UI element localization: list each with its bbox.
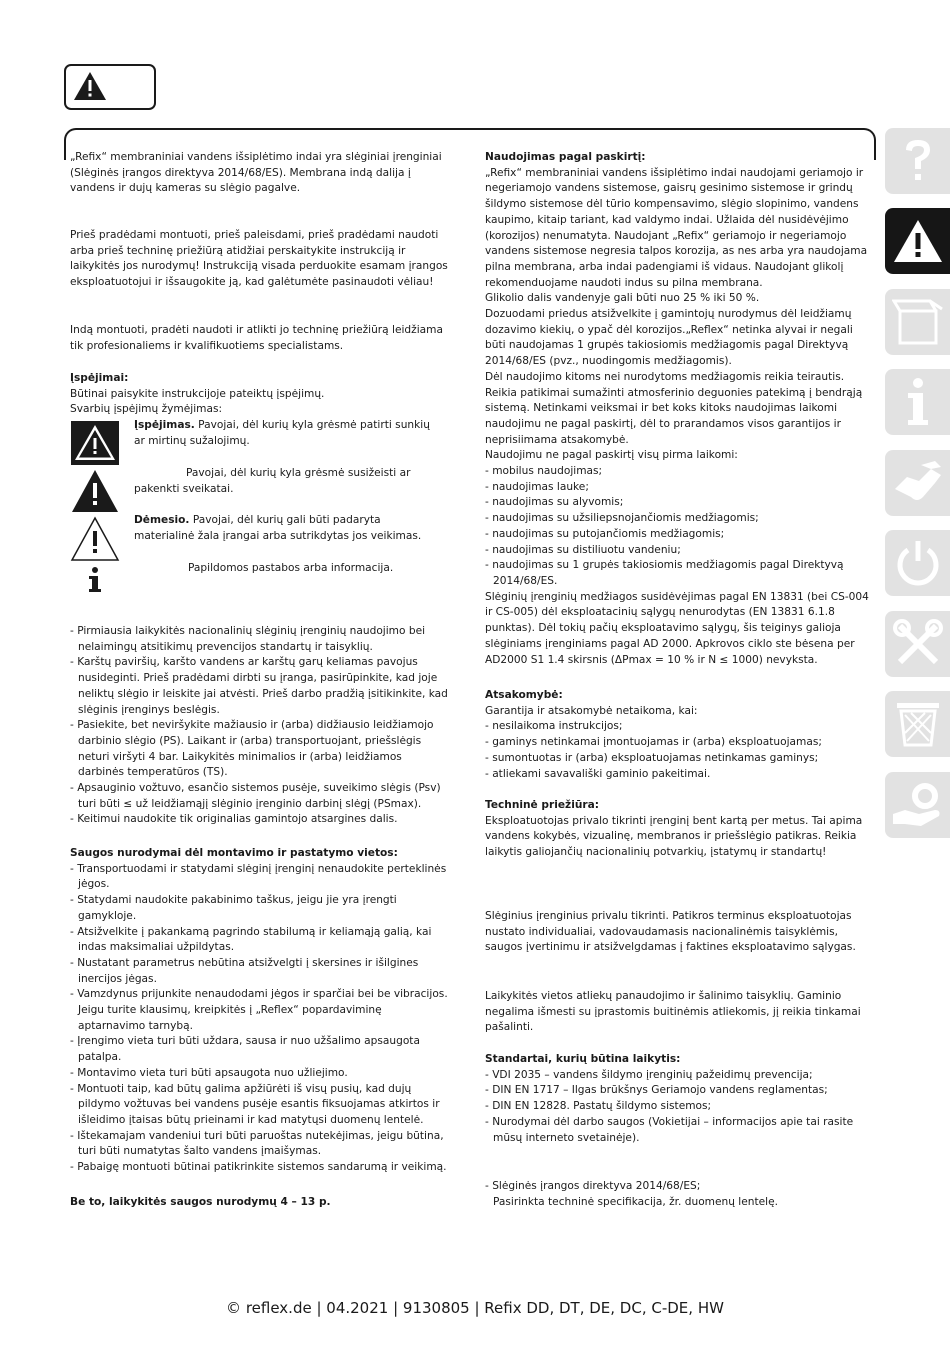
list-item: - Pirmiausia laikykitės nacionalinių slėginių įrenginių naudojimo bei nelaimingų atsitikimų prevencijos standartų ir taisyklių. [70, 625, 426, 653]
warning-icon [68, 66, 112, 108]
tools-icon [892, 618, 944, 670]
safety-heading: Saugos nurodymai dėl montavimo ir pastatymo vietos: [70, 847, 398, 859]
list-item: - Vamzdynus prijunkite nenaudodami jėgos ir sparčiai bei be vibracijos. Jeigu turite klausimų, kreipkitės į „Reflex“ popardaviminę aptarnavimo tarnybą. [70, 988, 448, 1032]
standards-section [485, 1052, 870, 1146]
tab-tools[interactable] [885, 611, 950, 677]
list-item: Pasirinkta techninė specifikacija, žr. duomenų lentelę. [493, 1195, 778, 1208]
liability-heading: Atsakomybė: [485, 689, 563, 701]
tab-handshake[interactable] [885, 450, 950, 516]
list-item: - Įrengimo vieta turi būti uždara, sausa ir nuo užšalimo apsaugota patalpa. [70, 1035, 420, 1064]
danger-warning-icon [70, 420, 120, 466]
caution-description: Dėmesio. Pavojai, dėl kurių gali būti padaryta materialinė žala įrangai arba sutrikdytas jos veikimas. [134, 514, 422, 542]
tab-box[interactable] [885, 289, 950, 355]
list-item: - Nurodymai dėl darbo saugos (Vokietijai – informacijos apie tai rasite mūsų interneto svetainėje). [485, 1115, 854, 1144]
list-item: - naudojimas su 1 grupės takiosiomis medžiagomis pagal Direktyvą 2014/68/ES. [485, 559, 844, 587]
tab-question[interactable] [885, 128, 950, 194]
list-item: - sumontuotas ir (arba) eksploatuojamas netinkamas gaminys; [485, 751, 819, 764]
warnings-section [70, 371, 448, 418]
list-item: - atliekami savavališki gaminio pakeitimai. [485, 767, 711, 780]
list-item: - DIN EN 1717 – Ilgas brūkšnys Geriamojo vandens reglamentas; [485, 1084, 828, 1097]
list-item: - Statydami naudokite pakabinimo taškus, jeigu jie yra įrengti gamykloje. [70, 894, 397, 922]
question-icon [898, 136, 938, 186]
list-item: - naudojimas su putojančiomis medžiagomis; [485, 527, 725, 540]
service-icon [891, 780, 945, 830]
list-item: - Slėginės įrangos direktyva 2014/68/ES; [485, 1180, 701, 1192]
list-item: - Ištekamajam vandeniui turi būti paruoštas nutekėjimas, jeigu būtina, turi būti numatytas šalto vandens įmaišymas. [70, 1129, 444, 1158]
tab-bin[interactable] [885, 691, 950, 757]
usage-dosing: Dozuodami priedus atsižvelkite į gamintojų nurodymus dėl leidžiamų dozavimo kiekių, o ypač dėl korozijos.„Reflex“ netinka alyvai ir negali būti naudojamas 1 grupės takiosiomis medžiagomis pagal Direktyvą 2014/68/ES (pvz., nuodingomis medžiagomis). [485, 308, 853, 368]
tab-info[interactable] [885, 369, 950, 435]
usage-wear: Slėginių įrenginių medžiagos susidėvėjimas pagal EN 13831 (bei CS-004 ir CS-005) dėl eksploatacinių sąlygų nenurodytas (EN 13831 6.1.8 punktas). Dėl tokių pačių eksploatavimo sąlygų, šis teiginys galioja slėginiams įrenginiams pagal AD 2000. Apkrovos ciklo ste bėsena per AD2000 S1 1.4 skirsnis (ΔPmax = 10 % ir N ≤ 1000) nevyksta. [485, 590, 869, 666]
list-item: - Montavimo vieta turi būti apsaugota nuo užliejimo. [70, 1066, 348, 1079]
usage-text: „Refix“ membraniniai vandens išsiplėtimo indai naudojami geriamojo ir negeriamojo vandens sistemose, gaisrų gesinimo sistemose ir grindų šildymo sistemose dėl tūrio kompensavimo, slėgio slopinimo, vandens kaupimo, kitaip tariant, kad valdymo indai. Užlaida dėl nusidėvėjimo (korozijos) nenumatyta. Naudojant „Refix“ geriamojo ir negeriamojo vandens sistemose negresia talpos korozija, as nes arba yra naudojama pilna membrana, arba indai padengiami iš vidaus. Naudojant glikolį rekomenduojame naudoti indus su pilna membrana. [485, 166, 868, 289]
usage-improper-heading: Naudojimu ne pagal paskirtį visų pirma laikomi: [485, 449, 738, 462]
intro-paragraph-2: Prieš pradėdami montuoti, prieš paleisdami, prieš pradėdami naudoti arba prieš techninę priežiūrą atidžiai perskaitykite instrukciją ir laikykitės jos nurodymų! Instrukciją visada perduokite esamam įrangos eksploatuotojui ir išsaugokite ją, kad galėtumėte pasinaudoti vėliau! [70, 229, 448, 289]
list-item: - Transportuodami ir statydami slėginį įrenginį nenaudokite perteklinės jėgos. [70, 862, 447, 891]
general-rules [70, 624, 448, 828]
maintenance-heading: Techninė priežiūra: [485, 799, 599, 811]
power-icon [893, 538, 943, 588]
safety-section [70, 846, 448, 1176]
list-item: - Apsauginio vožtuvo, esančio sistemos pusėje, suveikimo slėgis (Psv) turi būti ≤ už leidžiamąjį slėginio įrenginio darbinį slėgį (PSmax). [70, 782, 441, 810]
caution-warning-icon [70, 516, 120, 562]
list-item: - Atsižvelkite į pakankamą pagrindo stabilumą ir keliamąją galią, kai indas maksimaliai užpildytas. [70, 925, 432, 954]
info-icon [903, 376, 933, 428]
health-warning-icon [70, 468, 120, 514]
liability-intro: Garantija ir atsakomybė netaikoma, kai: [485, 704, 698, 717]
disposal-paragraph: Laikykitės vietos atliekų panaudojimo ir šalinimo taisyklių. Gaminio negalima išmesti su įprastomis buitinėmis atliekomis, jį reikia tinkamai pašalinti. [485, 990, 861, 1034]
list-item: - naudojimas su distiliuotu vandeniu; [485, 543, 681, 556]
intro-paragraph-3: Indą montuoti, pradėti naudoti ir atlikti jo techninę priežiūrą leidžiama tik profesionaliems ir kvalifikuotiems specialistams. [70, 324, 443, 352]
warnings-line-2: Svarbių įspėjimų žymėjimas: [70, 403, 223, 416]
header-warning-box [64, 64, 156, 110]
list-item: - Pasiekite, bet neviršykite mažiausio ir (arba) didžiausio leidžiamojo darbinio slėgio (PS). Laikant ir (arba) transportuojant, priešslėgis neturi viršyti 4 bar. Laikykitės minimalios ir (arba) leidžiamos darbinės temperatūros (TS). [70, 719, 434, 779]
intro-paragraph-1: „Refix“ membraniniai vandens išsiplėtimo indai yra slėginiai įrenginiai (Slėginės įrangos direktyva 2014/68/ES). Membrana indą dalija į vandens ir dujų kameras su slėgio pagalve. [70, 151, 442, 195]
list-item: - mobilus naudojimas; [485, 465, 603, 478]
list-item: - Nustatant parametrus nebūtina atsižvelgti į skersines ir išilgines inercijos jėgas. [70, 956, 419, 985]
liability-section [485, 688, 870, 782]
usage-glycol: Glikolio dalis vandenyje gali būti nuo 25 % iki 50 %. [485, 292, 760, 305]
maintenance-text: Eksploatuotojas privalo tikrinti įrenginį bent kartą per metus. Tai apima vandens kokybės, vizualinę, membranos ir priešslėgio patikras. Reikia laikytis galiojančių nacionalinių potvarkių, įstatymų ir standartų! [485, 814, 863, 859]
warnings-heading: Įspėjimai: [70, 372, 129, 384]
inspection-paragraph: Slėginius įrenginius privalu tikrinti. Patikros terminus eksploatuotojas nustato individualiai, vadovaudamasis nacionalinėmis taisyklėmis, saugos įvertinimu ir atsižvelgdamas į faktines eksploatavimo sąlygas. [485, 910, 856, 954]
list-item: - Pabaigę montuoti būtinai patikrinkite sistemos sandarumą ir veikimą. [70, 1161, 447, 1174]
list-item: - nesilaikoma instrukcijos; [485, 720, 623, 733]
usage-other: Dėl naudojimo kitoms nei nurodytoms medžiagomis reikia teirautis. Reikia patikimai sumažinti atmosferinio deguonies patekimą į bendrąją sistemą. Netinkami veiksmai ir bet koks kitoks naudojimas laikomi naudojimu ne pagal paskirtį, dėl to prarandamos visos garantijos ir neprisiimama atsakomybė. [485, 370, 863, 446]
info-icon [86, 566, 104, 594]
danger-description: Įspėjimas. Pavojai, dėl kurių kyla grėsmė patirti sunkių ar mirtinų sužalojimų. [134, 419, 430, 447]
list-item: - VDI 2035 – vandens šildymo įrenginių pažeidimų prevencija; [485, 1068, 813, 1081]
tab-warning[interactable] [885, 208, 950, 274]
list-item: - DIN EN 12828. Pastatų šildymo sistemos; [485, 1100, 712, 1113]
maintenance-section [485, 798, 870, 861]
warning-icon [892, 217, 944, 265]
list-item: - Montuoti taip, kad būtų galima apžiūrėti iš visų pusių, kad dujų pildymo vožtuvas bei vandens pusėje esantis fiksuojamas atkirtos ir išleidimo įtaisas būtų prieinami ir kad matytųsi duomenų lentelė. [70, 1082, 440, 1126]
info-description: Papildomos pastabos arba informacija. [188, 562, 394, 574]
list-item: - naudojimas su alyvomis; [485, 496, 624, 509]
usage-heading: Naudojimas pagal paskirtį: [485, 151, 646, 163]
list-item: - gaminys netinkamai įmontuojamas ir (arba) eksploatuojamas; [485, 736, 822, 749]
usage-section [485, 150, 870, 668]
list-item: - naudojimas su užsiliepsnojančiomis medžiagomis; [485, 512, 759, 525]
health-description: Pavojai, dėl kurių kyla grėsmė susižeisti ar pakenkti sveikatai. [134, 467, 411, 495]
warnings-line-1: Būtinai paisykite instrukcijoje pateiktų įspėjimų. [70, 387, 325, 400]
standards-heading: Standartai, kurių būtina laikytis: [485, 1053, 681, 1065]
safety-footer-note: Be to, laikykitės saugos nurodymų 4 – 13 p. [70, 1196, 331, 1208]
list-item: - naudojimas lauke; [485, 480, 589, 493]
list-item: - Karštų paviršių, karšto vandens ar karštų garų keliamas pavojus nusideginti. Prieš pradėdami dirbti su įranga, pasirūpinkite, kad joje neliktų slėgio ir leiskite jai atvėsti. Prieš darbo pradžią įsitikinkite, kad slėginis įrenginys beslėgis. [70, 656, 448, 716]
handshake-icon [891, 459, 945, 507]
page-footer: © reflex.de | 04.2021 | 9130805 | Refix DD, DT, DE, DC, C-DE, HW [226, 1299, 724, 1317]
box-icon [892, 297, 944, 347]
bin-icon [895, 699, 941, 749]
list-item: - Keitimui naudokite tik originalias gamintojo atsargines dalis. [70, 813, 398, 826]
tab-power[interactable] [885, 530, 950, 596]
tab-service[interactable] [885, 772, 950, 838]
standards-directive [485, 1179, 870, 1210]
